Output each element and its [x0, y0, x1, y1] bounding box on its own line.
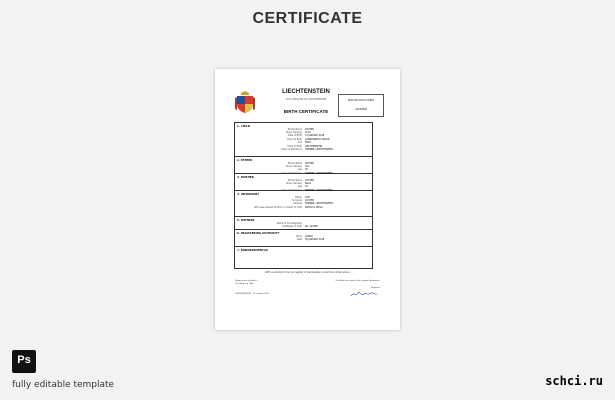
footer-right-line-1: Certified true copy of the original document. [335, 280, 380, 282]
field-row [235, 225, 372, 229]
registration-label: REGISTRATION NUMBER [347, 99, 375, 102]
registration-box [338, 94, 384, 117]
field-label: Family Name [287, 178, 302, 182]
field-label: Father [295, 195, 302, 199]
field-value: 20 JANUARY 2018 [305, 237, 325, 241]
field-value: COSTER [305, 161, 314, 165]
form-section [235, 230, 372, 247]
photoshop-icon-label: Ps [17, 354, 31, 366]
section-heading: 1. CHILD [237, 124, 250, 128]
banner-title: CERTIFICATE [252, 10, 363, 27]
field-label: Name of Civil Registrar [276, 221, 302, 225]
section-heading: 7. ENDORSEMENT(S) [237, 248, 269, 252]
field-value: TOM [305, 195, 310, 199]
registration-number: 123456 [355, 107, 367, 111]
footer-statement: Birth is entered in the civil register of Liechtenstein under the number above [265, 271, 350, 274]
field-row [235, 206, 372, 210]
field-label: Certificate of birth [281, 224, 302, 228]
field-value: COSTER [305, 198, 314, 202]
footer-bottom-line: LIECHTENSTEIN · 15 October 2021 [235, 293, 270, 295]
field-row [235, 238, 372, 242]
field-label: Given name(s) [285, 164, 302, 168]
coat-of-arms-icon [235, 90, 255, 114]
field-label: Surname [292, 198, 302, 202]
field-value: MALE [305, 141, 311, 145]
field-value: LIECHTENSTEIN [305, 144, 323, 148]
photoshop-icon [12, 350, 36, 373]
field-value: 13 JANUARY 2018 [305, 134, 325, 138]
field-label: Age [297, 168, 302, 172]
field-label: Date [296, 237, 302, 241]
field-value: Maria [305, 181, 312, 185]
section-heading: 3. MOTHER [237, 175, 254, 179]
field-value: TRIESEN, LIECHTENSTEIN [305, 202, 333, 206]
template-caption: fully editable template [12, 380, 115, 390]
field-value: COSTER [305, 178, 314, 182]
section-heading: 5. WITNESS [237, 218, 255, 222]
field-label: Date of Birth [288, 134, 302, 138]
field-value: No. 123456 [305, 224, 318, 228]
footer-left-line-2: Civil Registry Office [235, 283, 255, 285]
form-section [235, 123, 372, 157]
country-name: LIECHTENSTEIN [282, 89, 330, 95]
section-heading: 2. FATHER [237, 158, 253, 162]
field-value: TRIESEN, LIECHTENSTEIN [305, 188, 333, 192]
field-label: Place of Residence [281, 171, 302, 175]
field-row [235, 148, 372, 152]
field-value: TRIESEN, LIECHTENSTEIN [305, 147, 333, 151]
field-label: Place of Residence [281, 188, 302, 192]
field-value: VADUZ [305, 234, 313, 238]
field-label: Given name(s) [285, 181, 302, 185]
field-value: Mother & Father [305, 205, 323, 209]
form-section [235, 247, 372, 268]
field-value: Anna [305, 130, 311, 134]
field-value: 35 [305, 168, 308, 172]
field-label: Place [296, 234, 302, 238]
form-section [235, 217, 372, 230]
field-label: Address [293, 202, 302, 206]
field-value: TRIESEN, LIECHTENSTEIN [305, 171, 333, 175]
issuing-authority-caption: CIVIL REGISTRY OF LIECHTENSTEIN [285, 98, 327, 101]
section-heading: 6. REGISTERING AUTHORITY [237, 231, 280, 235]
field-label: Who was present at birth or mother of child [254, 205, 302, 209]
field-label: Place of Birth [287, 137, 302, 141]
section-heading: 4. INFORMANT [237, 192, 260, 196]
footer-left-line-1: Department of Justice, [235, 280, 258, 282]
field-label: Age [297, 185, 302, 189]
footer-right-line-2: Registrar [370, 287, 380, 289]
field-value: Tom [305, 164, 310, 168]
form-section [235, 157, 372, 174]
field-label: Family Name [287, 127, 302, 131]
field-value: 32 [305, 185, 308, 189]
field-label: Place of Birth [287, 144, 302, 148]
field-label: Sex [298, 141, 302, 145]
site-name: schci.ru [545, 374, 603, 388]
certificate-form [234, 122, 373, 269]
field-label: Given name(s) [285, 130, 302, 134]
field-value: COSTER [305, 127, 314, 131]
field-value: LANDESSPITAL VADUZ [305, 137, 330, 141]
form-section [235, 171, 372, 192]
certificate-page [215, 69, 400, 330]
field-label: Place of Residence [281, 147, 302, 151]
document-title: BIRTH CERTIFICATE [283, 109, 329, 114]
field-label: Family Name [287, 161, 302, 165]
signature-icon [350, 290, 378, 298]
